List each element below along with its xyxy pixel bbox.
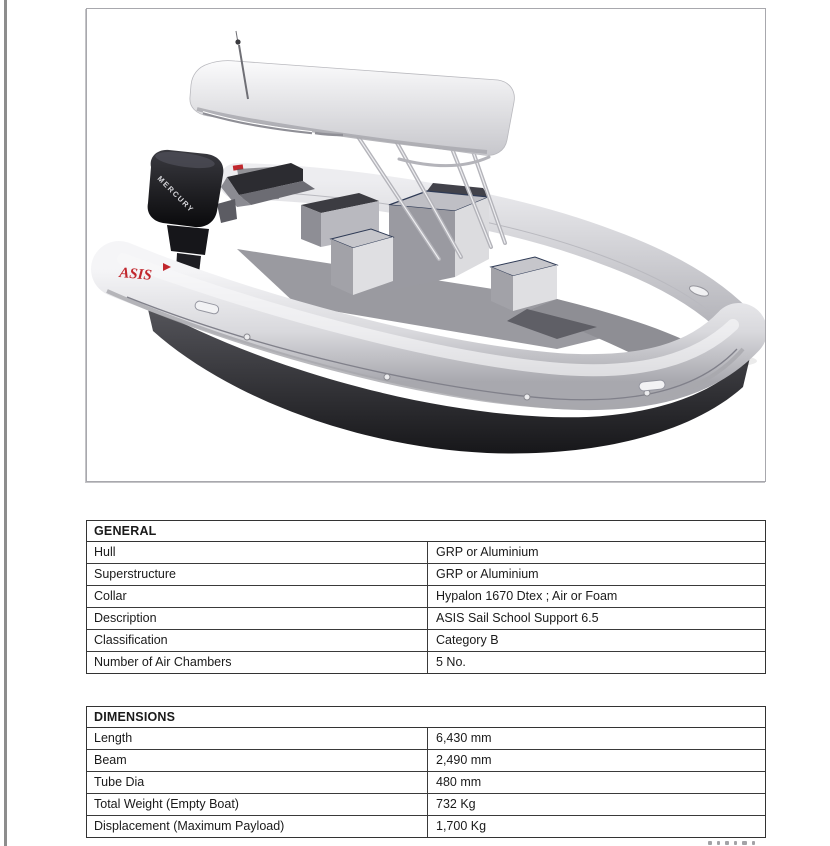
dimensions-table-title: DIMENSIONS — [87, 707, 765, 728]
table-row — [87, 586, 765, 608]
table-row — [87, 652, 765, 673]
spec-label: Number of Air Chambers — [87, 652, 428, 673]
spec-label: Beam — [87, 750, 428, 771]
spec-label: Length — [87, 728, 428, 749]
spec-value: 6,430 mm — [436, 731, 492, 745]
table-row — [87, 816, 765, 837]
table-row — [87, 772, 765, 794]
image-frame — [86, 8, 766, 482]
boat-illustration — [87, 9, 765, 481]
spec-value: 480 mm — [436, 775, 482, 789]
dimensions-table — [86, 706, 766, 838]
spec-value: Hypalon 1670 Dtex ; Air or Foam — [436, 589, 618, 603]
spec-label: Superstructure — [87, 564, 428, 585]
engine-brand-label: MERCURY — [155, 174, 196, 215]
spec-value: 2,490 mm — [436, 753, 492, 767]
table-row — [87, 750, 765, 772]
general-table-title: GENERAL — [87, 521, 765, 542]
t-top-canopy — [190, 61, 514, 156]
spec-value: 1,700 Kg — [436, 819, 487, 833]
spec-value: GRP or Aluminium — [436, 567, 539, 581]
spec-value: 732 Kg — [436, 797, 476, 811]
spec-label: Tube Dia — [87, 772, 428, 793]
clipped-footer-text — [708, 841, 772, 846]
table-row — [87, 794, 765, 816]
spec-label: Classification — [87, 630, 428, 651]
viewer-left-edge-bar — [4, 0, 7, 846]
table-row — [87, 630, 765, 652]
spec-label: Description — [87, 608, 428, 629]
table-row — [87, 728, 765, 750]
spec-label: Hull — [87, 542, 428, 563]
spec-value: GRP or Aluminium — [436, 545, 539, 559]
table-row — [87, 542, 765, 564]
table-row — [87, 564, 765, 586]
spec-label: Total Weight (Empty Boat) — [87, 794, 428, 815]
spec-value: 5 No. — [436, 655, 466, 669]
spec-value: Category B — [436, 633, 499, 647]
spec-label: Displacement (Maximum Payload) — [87, 816, 428, 837]
spec-label: Collar — [87, 586, 428, 607]
general-table — [86, 520, 766, 674]
table-row — [87, 608, 765, 630]
tube-logo: ASIS — [118, 265, 153, 284]
spec-value: ASIS Sail School Support 6.5 — [436, 611, 599, 625]
